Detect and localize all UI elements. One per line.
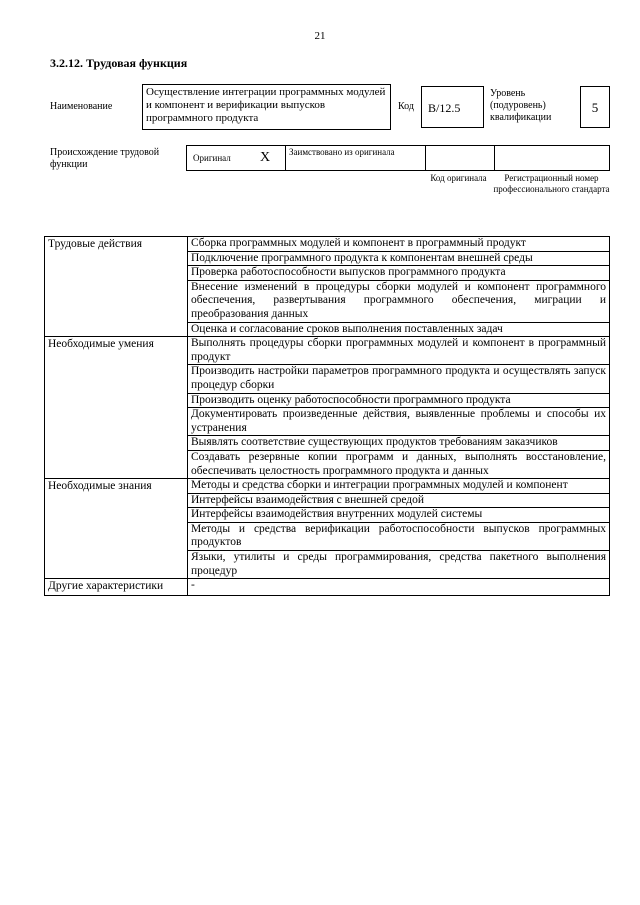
list-item: Подключение программного продукта к компонентам внешней среды xyxy=(188,251,610,266)
origin-code-caption: Код оригинала xyxy=(430,173,487,183)
borrowed-label: Заимствовано из оригинала xyxy=(289,147,395,157)
origin-code-cell xyxy=(425,146,495,170)
name-label: Наименование xyxy=(50,101,113,112)
list-item: Языки, утилиты и среды программирования, средства пакетного выполнения процедур xyxy=(188,551,610,579)
section-title: 3.2.12. Трудовая функция xyxy=(50,56,188,70)
table-row xyxy=(45,579,610,596)
table-row xyxy=(45,479,610,494)
origin-table xyxy=(186,145,610,171)
original-label: Оригинал xyxy=(193,153,231,163)
list-item: Выполнять процедуры сборки программных модулей и компонент в программный продукт xyxy=(188,337,610,365)
list-item: Документировать произведенные действия, выявленные проблемы и способы их устранения xyxy=(188,408,610,436)
list-item: Создавать резервные копии программ и данных, выполнять восстановление, обеспечивать целостность программного продукта и данных xyxy=(188,450,610,478)
list-item: Внесение изменений в процедуры сборки модулей и компонент программного обеспечения, развертывания программного обеспечения, миграции и преобразования данных xyxy=(188,280,610,322)
list-item: Сборка программных модулей и компонент в программный продукт xyxy=(188,237,610,252)
table-row xyxy=(45,337,610,365)
section-title-skills: Необходимые умения xyxy=(45,337,188,479)
list-item: Методы и средства верификации работоспособности выпусков программных продуктов xyxy=(188,522,610,550)
list-item: Производить оценку работоспособности программного продукта xyxy=(188,393,610,408)
qualification-level-box: 5 xyxy=(580,86,610,128)
function-code-box: B/12.5 xyxy=(421,86,484,128)
list-item: Интерфейсы взаимодействия с внешней средой xyxy=(188,493,610,508)
original-mark: X xyxy=(260,150,271,165)
list-item: Производить настройки параметров программного продукта и осуществлять запуск процедур сборки xyxy=(188,365,610,393)
list-item: Выявлять соответствие существующих продуктов требованиям заказчиков xyxy=(188,436,610,451)
reg-number-cell xyxy=(494,146,609,170)
level-label: Уровень (подуровень) квалификации xyxy=(490,88,552,123)
list-item: Интерфейсы взаимодействия внутренних модулей системы xyxy=(188,508,610,523)
function-details-table xyxy=(44,236,610,596)
origin-label: Происхождение трудовой функции xyxy=(50,147,160,170)
list-item: - xyxy=(188,579,610,596)
list-item: Проверка работоспособности выпусков программного продукта xyxy=(188,266,610,281)
table-row xyxy=(45,237,610,252)
original-cell xyxy=(187,146,286,170)
list-item: Оценка и согласование сроков выполнения поставленных задач xyxy=(188,322,610,337)
section-title-labor-actions: Трудовые действия xyxy=(45,237,188,337)
page-number: 21 xyxy=(314,30,326,42)
code-label: Код xyxy=(398,101,414,112)
borrowed-cell xyxy=(285,146,426,170)
function-name-box: Осуществление интеграции программных модулей и компонент и верификации выпусков программного продукта xyxy=(142,84,391,130)
section-title-knowledge: Необходимые знания xyxy=(45,479,188,579)
reg-number-caption: Регистрационный номер профессионального стандарта xyxy=(493,173,610,194)
list-item: Методы и средства сборки и интеграции программных модулей и компонент xyxy=(188,479,610,494)
section-title-other: Другие характеристики xyxy=(45,579,188,596)
